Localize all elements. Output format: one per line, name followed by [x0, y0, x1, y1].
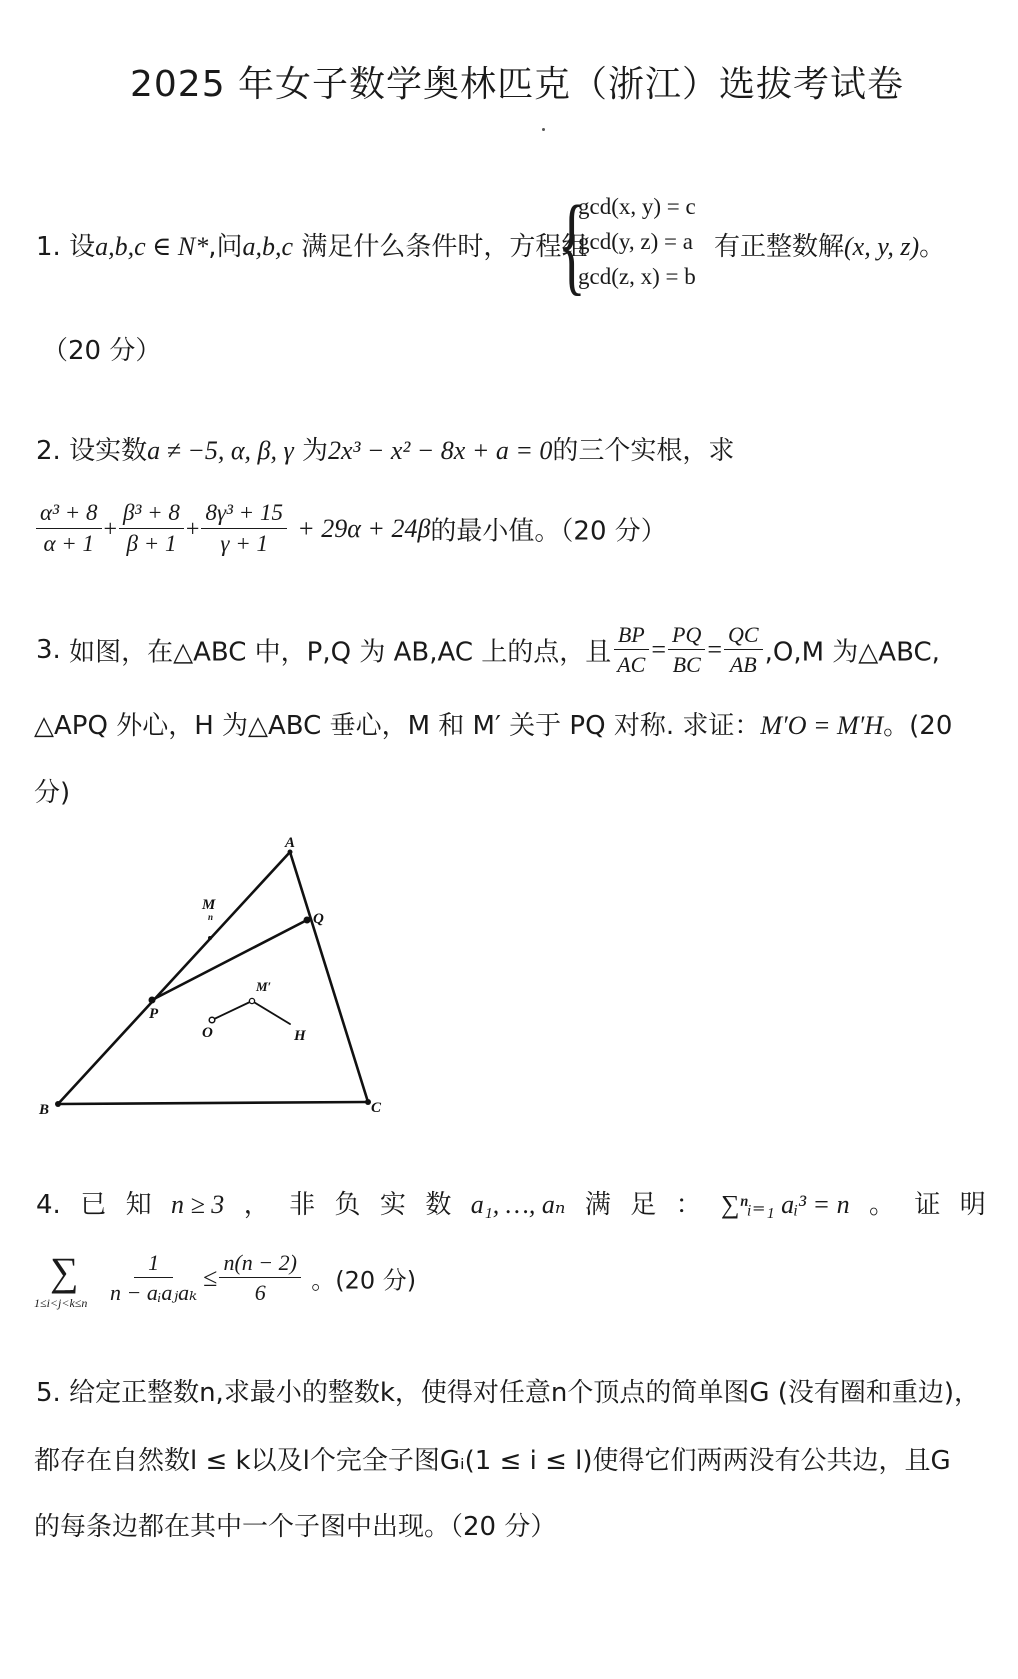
- math-expr: a,b,c: [242, 232, 294, 261]
- problem-number: 5.: [36, 1378, 61, 1408]
- segment-ac: [290, 852, 368, 1102]
- problem-number: 1.: [36, 232, 61, 262]
- geometry-figure: [30, 830, 430, 1130]
- spread-char: ，: [243, 1190, 270, 1220]
- fraction: $\frac{PQ}{BC}$: [668, 622, 705, 678]
- problem-1-line: [36, 226, 587, 263]
- label-c: C: [371, 1100, 382, 1116]
- problem-3-line-3: 分): [34, 778, 71, 808]
- segment-mprime-h: [252, 1001, 290, 1024]
- math-expr: a,b,c ∈ N*: [95, 232, 209, 261]
- problem-text: ,O,M 为△ABC,: [764, 637, 940, 668]
- problem-text: 满足什么条件时，方程组: [301, 232, 588, 262]
- math-expr: + 29α + 24β: [297, 513, 431, 543]
- sum-index: 1≤i<j<k≤n: [34, 1296, 88, 1310]
- math-expr: a₁, …, aₙ: [470, 1190, 566, 1219]
- problem-2-line: [36, 430, 734, 467]
- sum-symbol: ∑: [50, 1249, 79, 1294]
- system-eq-3: gcd(z, x) = b: [578, 264, 696, 289]
- spread-char: 实: [379, 1190, 406, 1220]
- problem-5-line-2: 都存在自然数l ≤ k以及l个完全子图Gᵢ(1 ≤ i ≤ l)使得它们两两没有公共边，且G: [34, 1446, 951, 1476]
- problem-3-line-1: 3. 如图，在△ABC 中，P,Q 为 AB,AC 上的点，且 $\frac{BP}{AC}$ = $\frac{PQ}{BC}$ = $\frac{QC}{AB}$ ,O,M 为△ABC,: [36, 622, 940, 678]
- problem-text: 的最小值。（20 分）: [430, 516, 667, 547]
- system-brace: {: [558, 182, 586, 306]
- math-expr: ∑ⁿᵢ₌₁ aᵢ³ = n: [721, 1190, 850, 1219]
- label-q: Q: [313, 911, 324, 927]
- spread-char: 足: [630, 1190, 657, 1220]
- math-expr: n ≥ 3: [171, 1190, 225, 1219]
- math-expr: a ≠ −5, α, β, γ: [147, 436, 294, 465]
- math-expr: 2x³ − x² − 8x + a = 0: [328, 436, 553, 465]
- problem-number: 3.: [36, 634, 61, 665]
- problem-1-tail: [714, 226, 945, 263]
- fraction: $\frac{n(n - 2)}{6}$: [219, 1250, 301, 1306]
- fraction: $\frac{\text{β³ + 8}}{\beta + 1}$: [119, 500, 184, 558]
- problem-text: 。(20: [883, 711, 953, 741]
- point-q: [304, 917, 311, 924]
- math-expr: M′O = M′H: [760, 711, 884, 740]
- spread-char: 知: [125, 1190, 152, 1220]
- problem-4-line-1: [36, 1184, 986, 1221]
- point-o: [209, 1017, 215, 1023]
- problem-number: 2.: [36, 436, 61, 466]
- spread-char: 证: [914, 1190, 941, 1220]
- spread-char: 满: [584, 1190, 611, 1220]
- problem-text: 。(20 分): [311, 1266, 417, 1295]
- segment-pq: [152, 920, 307, 1000]
- spread-char: 已: [80, 1190, 107, 1220]
- problem-text: 的三个实根，求: [552, 436, 735, 466]
- system-eq-2: gcd(y, z) = a: [578, 229, 693, 254]
- label-m: M: [202, 897, 216, 913]
- fraction: $\frac{\text{α³ + 8}}{\alpha + 1}$: [36, 500, 102, 558]
- problem-3-line-2: [34, 705, 952, 742]
- fraction: $\frac{\text{8γ³ + 15}}{\gamma + 1}$: [201, 500, 286, 558]
- problem-text: 。: [919, 232, 946, 262]
- problem-number: 4.: [36, 1190, 61, 1220]
- point-m-prime: [249, 998, 254, 1003]
- problem-4-expr: [104, 1250, 416, 1306]
- fraction: $\frac{QC}{AB}$: [724, 622, 763, 678]
- spread-char: 负: [334, 1190, 361, 1220]
- label-a: A: [285, 835, 296, 851]
- label-m-prime: M′: [256, 979, 272, 994]
- problem-2-expr: $\frac{\text{α³ + 8}}{\alpha + 1}$ + $\frac{\text{β³ + 8}}{\beta + 1}$ + $\frac{\text{8γ³ + 15}}{\gamma + 1}$ + 29α + 24β的最小值。（20 分）: [34, 500, 667, 558]
- label-p: P: [149, 1006, 159, 1022]
- svg-text:n: n: [208, 912, 214, 922]
- problem-text: 为: [302, 436, 329, 466]
- problem-text: 设: [69, 232, 96, 262]
- spread-char: 数: [425, 1190, 452, 1220]
- math-expr: (x, y, z): [844, 232, 920, 261]
- spread-char: 非: [289, 1190, 316, 1220]
- problem-text: △APQ 外心，H 为△ABC 垂心，M 和 M′ 关于 PQ 对称. 求证：: [34, 711, 761, 741]
- speck-dot: [542, 128, 545, 131]
- page-title: 2025 年女子数学奥林匹克（浙江）选拔考试卷: [130, 64, 905, 105]
- problem-5-line-3: 的每条边都在其中一个子图中出现。（20 分）: [34, 1512, 557, 1542]
- score-label: （20 分）: [42, 336, 162, 366]
- problem-text: 有正整数解: [714, 232, 845, 262]
- label-o: O: [202, 1025, 213, 1041]
- point-b: [55, 1101, 61, 1107]
- fraction: $\frac{1}{\text{n − aᵢaⱼaₖ}}$: [110, 1250, 198, 1306]
- fraction: $\frac{BP}{AC}$: [613, 622, 649, 678]
- point-m: [208, 936, 212, 940]
- label-h: H: [294, 1028, 306, 1044]
- system-eq-1: gcd(x, y) = c: [578, 194, 696, 219]
- segment-ab: [58, 852, 290, 1104]
- problem-text: 设实数: [69, 436, 148, 466]
- spread-char: 。: [868, 1190, 895, 1220]
- le-sign: ≤: [203, 1262, 218, 1292]
- problem-text: 如图，在△ABC 中，P,Q 为 AB,AC 上的点，且: [69, 637, 612, 668]
- problem-5-line-1: [36, 1372, 980, 1409]
- point-p: [149, 997, 156, 1004]
- segment-bc: [58, 1102, 368, 1104]
- spread-char: 明: [959, 1190, 986, 1220]
- problem-text: 给定正整数n,求最小的整数k，使得对任意n个顶点的简单图G (没有圈和重边)，: [69, 1378, 981, 1408]
- label-b: B: [39, 1102, 50, 1118]
- spread-char: ：: [675, 1190, 702, 1220]
- segment-o-mprime: [212, 1001, 252, 1020]
- problem-text: ,问: [208, 232, 243, 262]
